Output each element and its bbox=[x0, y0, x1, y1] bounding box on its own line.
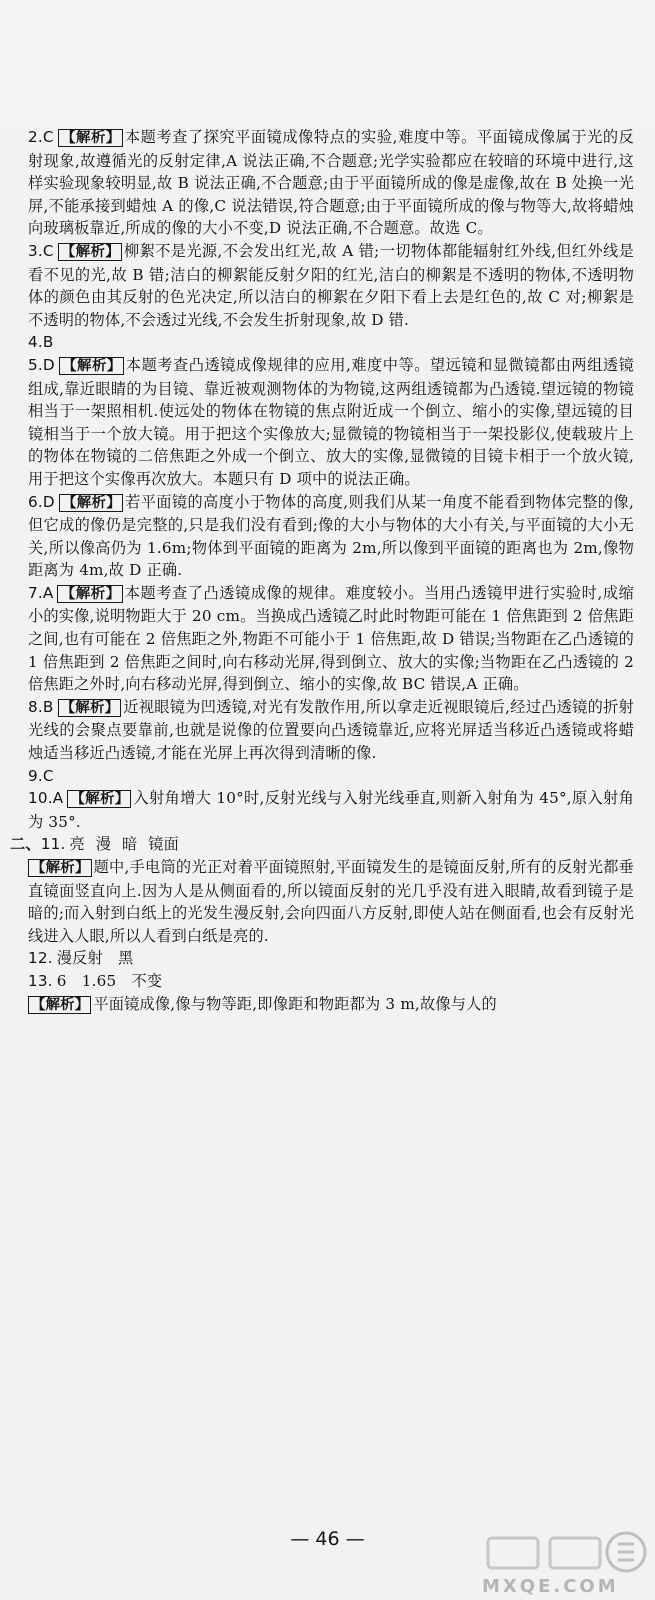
analysis-label: 【解析】 bbox=[28, 859, 92, 877]
fill-answer: 暗 bbox=[121, 835, 144, 854]
fill-answer: 不变 bbox=[131, 971, 163, 990]
analysis-label: 【解析】 bbox=[67, 790, 131, 808]
analysis-text: 若平面镜的高度小于物体的高度,则我们从某一角度不能看到物体完整的像,但它成的像仍是完整的,只是我们没有看到;像的大小与物体的大小有关,与平面镜的大小无关,所以像高仍为 1.6m;物体到平面镜的距离为 2m,所以像到平面镜的距离也为 2m,像物距离为 4m,故 D 正确. bbox=[28, 492, 634, 580]
analysis-label: 【解析】 bbox=[58, 129, 123, 147]
analysis-label: 【解析】 bbox=[28, 996, 91, 1014]
analysis-label: 【解析】 bbox=[58, 699, 122, 717]
watermark-logo-icon bbox=[478, 1530, 653, 1578]
fill-answer: 镜面 bbox=[148, 835, 179, 854]
answer-2 bbox=[28, 126, 634, 240]
blank-top-margin bbox=[0, 0, 655, 125]
analysis-text: 入射角增大 10°时,反射光线与入射光线垂直,则新入射角为 45°,原入射角为 35°. bbox=[28, 789, 634, 831]
answer-number: 7.A bbox=[28, 583, 54, 602]
fill-answer: 黑 bbox=[118, 949, 134, 968]
answer-number: 4.B bbox=[28, 333, 54, 352]
analysis-text: 本题考查凸透镜成像规律的应用,难度中等。望远镜和显微镜都由两组透镜组成,靠近眼睛的为目镜、靠近被观测物体的为物镜,这两组透镜都为凸透镜.望远镜的物镜相当于一架照相机.使远处的物体在物镜的焦点附近成一个倒立、缩小的实像,望远镜的目镜相当于一个放大镜。用于把这个实像放大;显微镜的物镜相当于一架投影仪,使载玻片上的物体在物镜的二倍焦距之外成一个倒立、放大的实像,显微镜的目镜卡相于一个放火镜,用于把这个实像再次放大。本题只有 D 项中的说法正确。 bbox=[28, 355, 634, 488]
analysis-text: 柳絮不是光源,不会发出红光,故 A 错;一切物体都能辐射红外线,但红外线是看不见的光,故 B 错;洁白的柳絮能反射夕阳的红光,洁白的柳絮是不透明的物体,不透明物体的颜色由其反射的色光决定,所以洁白的柳絮在夕阳下看上去是红色的,故 C 对;柳絮是不透明的物体,不会透过光线,不会发生折射现象,故 D 错. bbox=[28, 241, 634, 329]
answer-number: 11. bbox=[40, 835, 66, 854]
answer-number: 9.C bbox=[28, 766, 54, 785]
answer-number: 13. bbox=[28, 971, 53, 990]
watermark-text: MXQE.COM bbox=[482, 1576, 619, 1597]
fill-answer: 亮 bbox=[69, 835, 91, 854]
answer-number: 10.A bbox=[28, 789, 64, 808]
answer-13-analysis bbox=[28, 993, 634, 1017]
answer-number: 8.B bbox=[28, 697, 54, 716]
answer-13-header bbox=[28, 970, 634, 993]
answer-number: 5.D bbox=[28, 355, 55, 374]
analysis-label: 【解析】 bbox=[59, 494, 123, 512]
analysis-text: 近视眼镜为凹透镜,对光有发散作用,所以拿走近视眼镜后,经过凸透镜的折射光线的会聚点要靠前,也就是说像的位置要向凸透镜靠近,应将光屏适当移近凸透镜或将蜡烛适当移近凸透镜,才能在光屏上再次得到清晰的像. bbox=[28, 697, 634, 763]
fill-answer: 1.65 bbox=[81, 971, 117, 990]
answer-7 bbox=[28, 582, 634, 696]
answer-11-analysis bbox=[28, 856, 634, 947]
analysis-text: 平面镜成像,像与物等距,即像距和物距都为 3 m,故像与人的 bbox=[93, 994, 497, 1013]
answer-page bbox=[10, 126, 634, 1016]
answer-9 bbox=[28, 765, 634, 788]
answer-5 bbox=[28, 354, 634, 491]
answer-number: 6.D bbox=[28, 492, 55, 511]
answer-12 bbox=[28, 947, 634, 970]
analysis-label: 【解析】 bbox=[58, 243, 122, 261]
answer-number: 3.C bbox=[28, 241, 54, 260]
answer-number: 2.C bbox=[28, 128, 54, 146]
watermark bbox=[478, 1530, 653, 1598]
fill-answer: 6 bbox=[56, 971, 67, 990]
answer-10 bbox=[28, 787, 634, 833]
section-two-label: 二、 bbox=[10, 835, 41, 854]
analysis-text: 本题考查了探究平面镜成像特点的实验,难度中等。平面镜成像属于光的反射现象,故遵循光的反射定律,A 说法正确,不合题意;光学实验都应在较暗的环境中进行,这样实验现象较明显,故 B 说法正确,不合题意;由于平面镜所成的像是虚像,故在 B 处换一光屏,不能承接到蜡烛 A 的像,C 说法错误,符合题意;由于平面镜所成的像与物等大,故将蜡烛向玻璃板靠近,所成的像的大小不变,D 说法正确,不合题意。故选 C。 bbox=[28, 128, 634, 238]
analysis-label: 【解析】 bbox=[57, 585, 122, 603]
answer-8 bbox=[28, 696, 634, 765]
answer-number: 12. bbox=[28, 949, 53, 968]
analysis-text: 本题考查了凸透镜成像的规律。难度较小。当用凸透镜甲进行实验时,成缩小的实像,说明物距大于 20 cm。当换成凸透镜乙时此时物距可能在 1 倍焦距到 2 倍焦距之间,也有可能在 2 倍焦距之外,物距不可能小于 1 倍焦距,故 D 错误;当物距在乙凸透镜的 1 倍焦距到 2 倍焦距之间时,向右移动光屏,得到倒立、放大的实像;当物距在乙凸透镜的 2 倍焦距之外时,向右移动光屏,得到倒立、缩小的实像,故 BC 错误,A 正确。 bbox=[28, 583, 634, 694]
analysis-label: 【解析】 bbox=[59, 357, 124, 375]
page-number: — 46 — bbox=[290, 1528, 365, 1550]
answer-6 bbox=[28, 491, 634, 582]
fill-answer: 漫反射 bbox=[56, 949, 103, 968]
fill-answer: 漫 bbox=[95, 835, 117, 854]
analysis-text: 题中,手电筒的光正对着平面镜照射,平面镜发生的是镜面反射,所有的反射光都垂直镜面竖直向上.因为人是从侧面看的,所以镜面反射的光几乎没有进入眼睛,故看到镜子是暗的;而入射到白纸上的光发生漫反射,会向四面八方反射,即使人站在侧面看,也会有反射光线进入人眼,所以人看到白纸是亮的. bbox=[28, 858, 634, 945]
answer-3 bbox=[28, 240, 634, 331]
answer-4 bbox=[28, 331, 634, 354]
answer-11-header bbox=[10, 833, 634, 856]
